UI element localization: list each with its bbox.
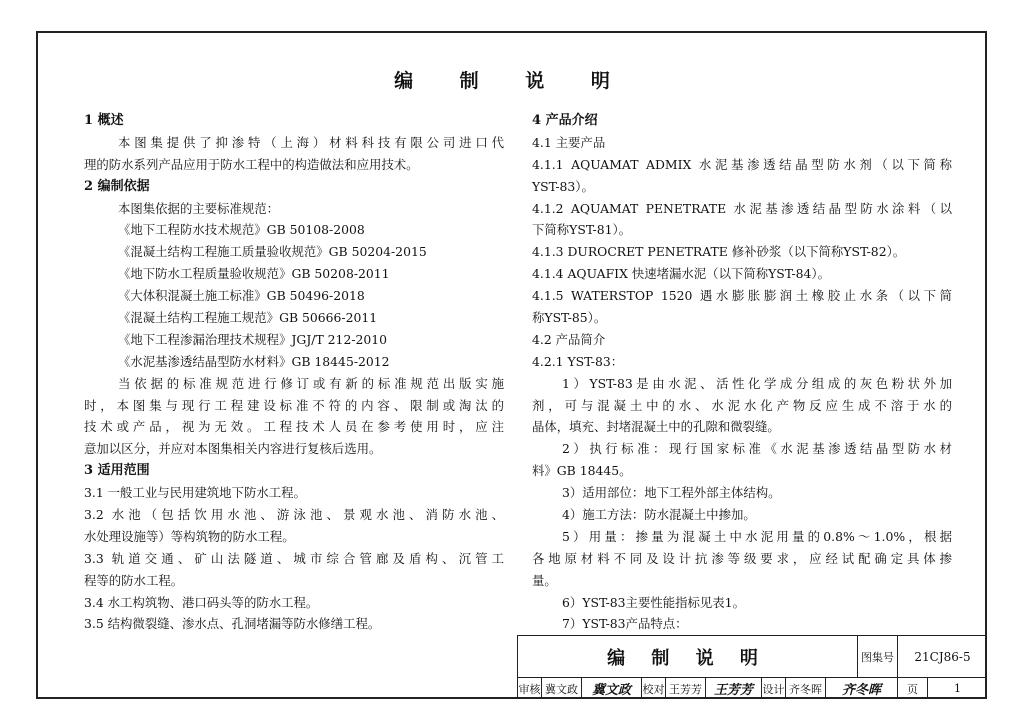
text-line: 4.1.2 AQUAMAT PENETRATE 水泥基渗透结晶型防水涂料（以: [532, 200, 952, 216]
text-line: 《混凝土结构工程施工质量验收规范》GB 50204-2015: [118, 244, 427, 260]
text-line: 《混凝土结构工程施工规范》GB 50666-2011: [118, 310, 378, 326]
text-line: 《大体积混凝土施工标准》GB 50496-2018: [118, 288, 365, 304]
text-line: 晶体，填充、封堵混凝土中的孔隙和微裂缝。: [532, 419, 780, 435]
text-line: 下简称YST-81）。: [532, 222, 632, 238]
text-line: 2）执行标准：现行国家标准《水泥基渗透结晶型防水材: [562, 441, 952, 457]
text-line: 1）YST-83是由水泥、活性化学成分组成的灰色粉状外加: [562, 375, 952, 391]
atlas-no-label: 图集号: [857, 635, 897, 677]
text-line: 《地下防水工程质量验收规范》GB 50208-2011: [118, 266, 390, 282]
proof-label: 校对: [641, 677, 665, 699]
text-line: 5）用量：掺量为混凝土中水泥用量的0.8%～1.0%，根据: [562, 528, 952, 544]
text-line: 《水泥基渗透结晶型防水材料》GB 18445-2012: [118, 353, 390, 369]
text-line: 剂，可与混凝土中的水、水泥水化产物反应生成不溶于水的: [532, 397, 952, 413]
text-line: 称YST-85）。: [532, 310, 607, 326]
text-line: 料》GB 18445。: [532, 463, 632, 479]
title-block-title-cell: [517, 635, 857, 677]
design-label: 设计: [761, 677, 785, 699]
text-line: 3）适用部位：地下工程外部主体结构。: [562, 485, 781, 501]
text-line: 《地下工程防水技术规范》GB 50108-2008: [118, 222, 365, 238]
section-heading: 1 概述: [84, 113, 124, 128]
text-line: 4.1.1 AQUAMAT ADMIX 水泥基渗透结晶型防水剂（以下简称: [532, 156, 952, 172]
text-line: 4）施工方法：防水混凝土中掺加。: [562, 507, 756, 523]
text-line: 3.5 结构微裂缝、渗水点、孔洞堵漏等防水修缮工程。: [84, 616, 381, 632]
section-heading: 2 编制依据: [84, 178, 150, 194]
text-line: 程等的防水工程。: [84, 572, 184, 588]
text-line: 7）YST-83产品特点：: [562, 616, 688, 632]
text-line: 量。: [532, 572, 557, 588]
reviewer-name: 冀文政: [541, 677, 581, 699]
left-column: [84, 110, 504, 635]
text-line: 4.1.4 AQUAFIX 快速堵漏水泥（以下简称YST-84）。: [532, 266, 830, 282]
text-line: 本图集提供了抑渗特（上海）材料科技有限公司进口代: [118, 134, 504, 150]
text-line: 3.3 轨道交通、矿山法隧道、城市综合管廊及盾构、沉管工: [84, 550, 504, 566]
text-line: 当依据的标准规范进行修订或有新的标准规范出版实施: [118, 375, 504, 391]
atlas-no-value: 21CJ86-5: [897, 635, 987, 677]
text-line: 本图集依据的主要标准规范：: [118, 200, 280, 216]
text-line: 时，本图集与现行工程建设标准不符的内容、限制或淘汰的: [84, 397, 504, 413]
text-line: 3.2 水池（包括饮用水池、游泳池、景观水池、消防水池、: [84, 507, 504, 523]
text-line: 4.1.3 DUROCRET PENETRATE 修补砂浆（以下简称YST-82）。: [532, 244, 906, 260]
title-block: [517, 635, 987, 699]
right-column: [532, 110, 952, 635]
proofreader-signature: 王芳芳: [705, 677, 761, 699]
text-line: 4.2 产品简介: [532, 331, 606, 347]
reviewer-signature: 冀文政: [581, 677, 641, 699]
text-line: 4.1.5 WATERSTOP 1520 遇水膨胀膨润土橡胶止水条（以下简: [532, 288, 952, 304]
text-line: 3.4 水工构筑物、港口码头等的防水工程。: [84, 594, 319, 610]
text-line: 4.1 主要产品: [532, 134, 606, 150]
page-title: 编 制 说 明: [394, 70, 630, 92]
text-line: 技术或产品，视为无效。工程技术人员在参考使用时，应注: [84, 419, 504, 435]
page-label: 页: [897, 677, 927, 699]
section-heading: 3 适用范围: [84, 463, 150, 479]
designer-name: 齐冬晖: [785, 677, 825, 699]
title-block-title: 编 制 说 明: [607, 647, 768, 669]
text-line: 6）YST-83主要性能指标见表1。: [562, 594, 745, 610]
text-line: 3.1 一般工业与民用建筑地下防水工程。: [84, 485, 306, 501]
text-line: 各地原材料不同及设计抗渗等级要求，应经试配确定具体掺: [532, 550, 952, 566]
page-number: 1: [927, 677, 987, 699]
text-line: 意加以区分，并应对本图集相关内容进行复核后选用。: [84, 441, 382, 457]
text-line: 4.2.1 YST-83：: [532, 353, 624, 369]
text-line: YST-83）。: [532, 178, 594, 194]
text-line: 水处理设施等）等构筑物的防水工程。: [84, 528, 295, 544]
section-heading: 4 产品介绍: [532, 113, 598, 128]
text-line: 理的防水系列产品应用于防水工程中的构造做法和应用技术。: [84, 156, 419, 172]
text-line: 《地下工程渗漏治理技术规程》JGJ/T 212-2010: [118, 331, 388, 347]
designer-signature: 齐冬晖: [825, 677, 897, 699]
proofreader-name: 王芳芳: [665, 677, 705, 699]
review-label: 审核: [517, 677, 541, 699]
